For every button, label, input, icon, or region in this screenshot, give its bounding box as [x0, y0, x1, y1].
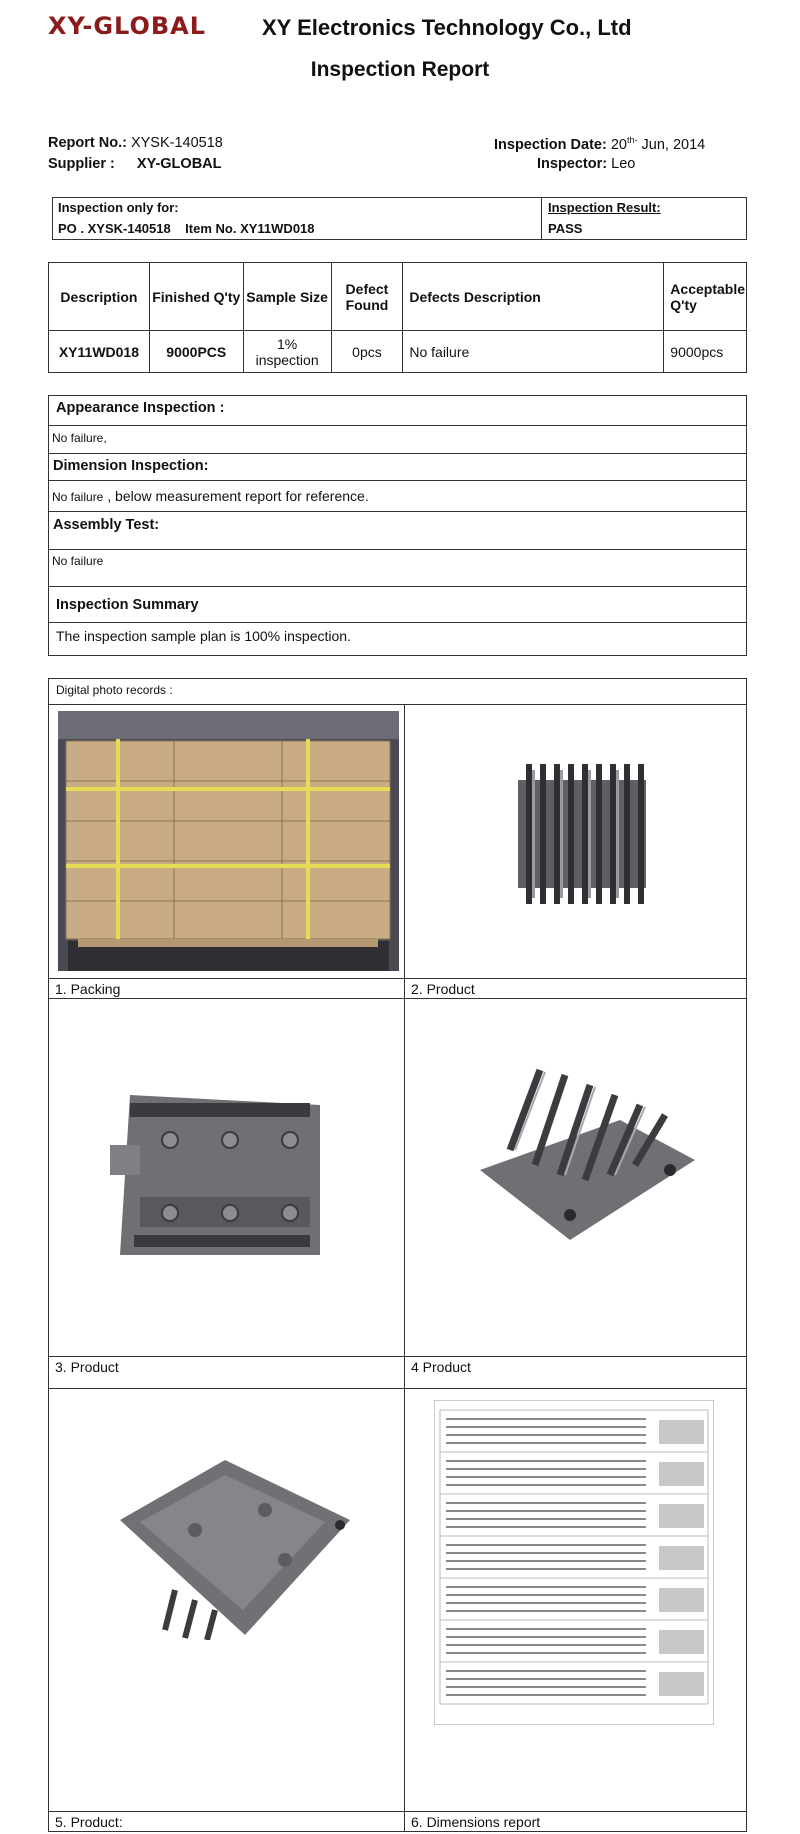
divider — [48, 453, 747, 454]
inspector — [537, 156, 635, 172]
supplier — [48, 156, 222, 172]
divider — [48, 1356, 747, 1357]
product-angle-photo — [470, 1050, 700, 1240]
supplier-label: Supplier : — [48, 156, 115, 172]
td-acceptable-qty: 9000pcs — [664, 331, 747, 373]
inspection-date-label: Inspection Date: — [494, 136, 607, 153]
th-description: Description — [49, 263, 150, 331]
dimension-heading: Dimension Inspection: — [53, 458, 209, 474]
divider — [48, 586, 747, 587]
divider — [48, 480, 747, 481]
divider — [48, 1388, 747, 1389]
summary-text: The inspection sample plan is 100% inspection. — [56, 628, 351, 644]
company-logo — [48, 10, 248, 40]
td-sample-size: 1% inspection — [243, 331, 331, 373]
divider — [48, 622, 747, 623]
photo-label-3: 3. Product — [55, 1359, 119, 1375]
product-housing-photo — [115, 1450, 355, 1640]
report-no-label: Report No.: — [48, 135, 127, 151]
divider — [48, 978, 747, 979]
inspector-label: Inspector: — [537, 156, 608, 172]
scope-divider — [541, 197, 542, 240]
appearance-heading: Appearance Inspection : — [56, 400, 225, 416]
divider — [48, 549, 747, 550]
product-back-photo — [110, 1085, 330, 1265]
logo-text: XY-GLOBAL — [48, 12, 207, 40]
inspection-date-day: 20 — [610, 136, 627, 153]
report-no — [48, 135, 223, 151]
page-title: Inspection Report — [310, 58, 490, 81]
dimensions-report-photo — [434, 1400, 714, 1725]
photo-label-5: 5. Product: — [55, 1814, 123, 1830]
th-sample-size: Sample Size — [243, 263, 331, 331]
summary-heading: Inspection Summary — [56, 597, 199, 613]
supplier-value: XY-GLOBAL — [136, 156, 222, 172]
th-defect-found: Defect Found — [331, 263, 403, 331]
inspection-result-label: Inspection Result: — [548, 200, 661, 215]
divider — [48, 511, 747, 512]
table-row — [49, 331, 747, 373]
td-description: XY11WD018 — [49, 331, 150, 373]
inspection-date — [494, 135, 705, 153]
divider — [48, 425, 747, 426]
assembly-text: No failure — [52, 554, 104, 568]
dimension-text-a: No failure — [52, 490, 104, 504]
inspection-result-value: PASS — [548, 221, 583, 236]
appearance-text: No failure, — [52, 431, 107, 445]
inspection-date-suffix: th- — [626, 135, 638, 145]
divider — [48, 704, 747, 705]
summary-table — [48, 262, 747, 373]
td-finished-qty: 9000PCS — [149, 331, 243, 373]
dimension-text-b: , below measurement report for reference. — [103, 488, 369, 504]
photo-records-heading: Digital photo records : — [56, 683, 173, 697]
po-line: PO . XYSK-140518 Item No. XY11WD018 — [58, 221, 315, 236]
product-fins-photo — [512, 760, 652, 910]
inspector-value: Leo — [611, 156, 636, 172]
assembly-heading: Assembly Test: — [53, 517, 160, 533]
table-header-row — [49, 263, 747, 331]
photo-label-1: 1. Packing — [55, 981, 121, 997]
photo-label-6: 6. Dimensions report — [411, 1814, 541, 1830]
divider — [48, 998, 747, 999]
th-defects-description: Defects Description — [403, 263, 664, 331]
th-acceptable-qty: Acceptable Q'ty — [664, 263, 747, 331]
td-defect-found: 0pcs — [331, 331, 403, 373]
company-name: XY Electronics Technology Co., Ltd — [262, 15, 632, 40]
divider — [48, 1811, 747, 1812]
inspection-for-label: Inspection only for: — [58, 200, 179, 215]
dimension-text — [52, 488, 369, 504]
inspection-date-rest: Jun, 2014 — [637, 136, 706, 153]
photo-label-2: 2. Product — [411, 981, 475, 997]
td-defects-description: No failure — [403, 331, 664, 373]
th-finished-qty: Finished Q'ty — [149, 263, 243, 331]
divider — [404, 704, 405, 1832]
photo-label-4: 4 Product — [411, 1359, 471, 1375]
report-no-value: XYSK-140518 — [130, 135, 223, 151]
packing-photo — [58, 711, 399, 971]
